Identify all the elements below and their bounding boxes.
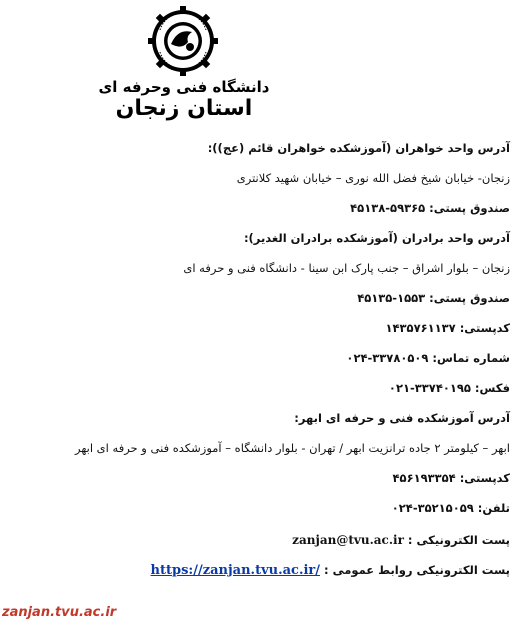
- header: [0, 0, 522, 128]
- university-name: دانشگاه فنی وحرفه ای: [98, 78, 270, 96]
- pr-email-row: [40, 562, 510, 579]
- contact-info: [40, 140, 510, 579]
- brothers-unit-postbox: صندوق پستی: ۱۵۵۳-۴۵۱۳۵: [357, 291, 510, 305]
- sisters-unit-postbox: صندوق پستی: ۵۹۳۶۵-۴۵۱۳۸: [350, 201, 510, 215]
- abhar-phone: تلفن: ۳۵۲۱۵۰۵۹-۰۲۴: [391, 501, 510, 515]
- email-label: پست الکترونیکی :: [407, 533, 510, 547]
- pr-website-link[interactable]: https://zanjan.tvu.ac.ir/: [150, 563, 321, 578]
- postal-code: کدپستی: ۱۴۳۵۷۶۱۱۳۷: [385, 321, 510, 335]
- phone-number: شماره تماس: ۳۳۷۸۰۵۰۹-۰۲۴: [346, 351, 510, 365]
- brothers-unit-address: زنجان – بلوار اشراق – جنب پارک ابن سینا - دانشگاه فنی و حرفه ای: [183, 261, 510, 275]
- email-row: [40, 532, 510, 548]
- email-address[interactable]: zanjan@tvu.ac.ir: [292, 533, 404, 547]
- brothers-unit-title: آدرس واحد برادران (آموزشکده برادران الغدیر):: [243, 231, 510, 245]
- fax-number: فکس: ۳۳۷۴۰۱۹۵-۰۲۱: [388, 381, 510, 395]
- sisters-unit-address: زنجان- خیابان شیخ فضل الله نوری – خیابان شهید کلانتری: [236, 171, 510, 185]
- province-name: استان زنجان: [115, 96, 253, 121]
- university-logo-icon: [148, 6, 218, 76]
- abhar-postal-code: کدپستی: ۴۵۶۱۹۳۳۵۴: [392, 471, 510, 485]
- pr-email-label: پست الکترونیکی روابط عمومی :: [324, 563, 510, 577]
- abhar-unit-title: آدرس آموزشکده فنی و حرفه ای ابهر:: [294, 411, 510, 425]
- sisters-unit-title: آدرس واحد خواهران (آموزشکده خواهران قائم (عج)):: [207, 141, 510, 155]
- site-watermark: zanjan.tvu.ac.ir: [2, 605, 117, 620]
- abhar-unit-address: ابهر – کیلومتر ۲ جاده ترانزیت ابهر / تهران - بلوار دانشگاه – آموزشکده فنی و حرفه ای ابهر: [74, 441, 510, 455]
